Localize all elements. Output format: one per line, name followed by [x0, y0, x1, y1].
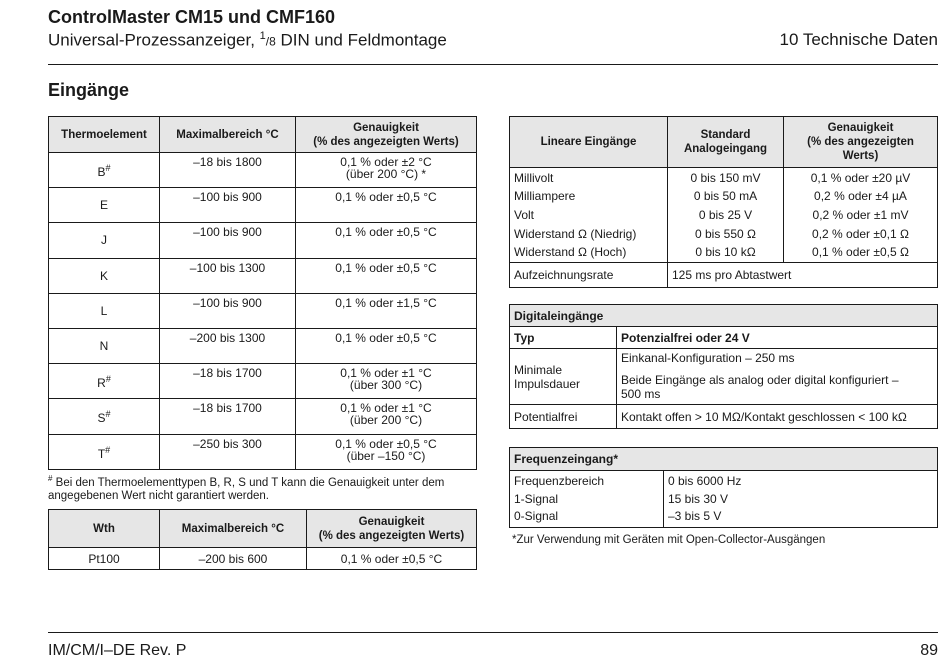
footer-rule	[48, 632, 938, 633]
standard-range: 0 bis 550 Ω	[668, 225, 784, 244]
rtd-range: –200 bis 600	[160, 548, 307, 570]
document-id: IM/CM/I–DE Rev. P	[48, 642, 187, 659]
column-header: Maximalbereich °C	[160, 117, 296, 153]
digital-inputs-table	[509, 304, 938, 429]
thermocouple-type: K	[49, 258, 160, 293]
thermocouple-accuracy: 0,1 % oder ±0,5 °C	[296, 328, 477, 363]
table-row	[49, 399, 477, 434]
min-pulse-value: Einkanal-Konfiguration – 250 ms Beide Eingänge als analog oder digital konfiguriert – 500 ms	[617, 349, 938, 405]
input-accuracy: 0,2 % oder ±1 mV	[784, 206, 938, 225]
thermocouple-type: B#	[49, 153, 160, 188]
table-header-row	[49, 510, 477, 548]
thermocouple-range: –18 bis 1700	[160, 364, 296, 399]
linear-inputs-table	[509, 116, 938, 288]
column-header: Thermoelement	[49, 117, 160, 153]
thermocouple-type: N	[49, 328, 160, 363]
thermocouple-accuracy: 0,1 % oder ±2 °C (über 200 °C) *	[296, 153, 477, 188]
table-row	[510, 225, 938, 244]
frequency-input-table	[509, 447, 938, 528]
thermocouple-range: –200 bis 1300	[160, 328, 296, 363]
thermocouple-accuracy: 0,1 % oder ±1,5 °C	[296, 293, 477, 328]
table-row	[510, 244, 938, 263]
rtd-table	[48, 509, 477, 570]
thermocouple-range: –18 bis 1800	[160, 153, 296, 188]
thermocouple-footnote: # Bei den Thermoelementtypen B, R, S und T kann die Genauigkeit unter dem angegebenen Wert nicht garantiert werden.	[48, 474, 445, 502]
input-type: Milliampere	[510, 187, 668, 206]
frequency-label: Frequenzbereich	[510, 471, 664, 490]
table-header-row	[49, 117, 477, 153]
thermocouple-range: –100 bis 900	[160, 188, 296, 223]
input-type: Volt	[510, 206, 668, 225]
table-row	[510, 349, 938, 405]
thermocouple-type: E	[49, 188, 160, 223]
thermocouple-range: –250 bis 300	[160, 434, 296, 469]
table-row	[49, 223, 477, 258]
document-title: ControlMaster CM15 und CMF160	[48, 7, 336, 27]
standard-range: 0 bis 25 V	[668, 206, 784, 225]
column-header: Genauigkeit (% des angezeigten Werts)	[307, 510, 477, 548]
input-accuracy: 0,1 % oder ±0,5 Ω	[784, 244, 938, 263]
min-pulse-label: Minimale Impulsdauer	[510, 349, 617, 405]
header-rule	[48, 64, 938, 65]
thermocouple-range: –100 bis 900	[160, 293, 296, 328]
thermocouple-accuracy: 0,1 % oder ±1 °C (über 300 °C)	[296, 364, 477, 399]
table-row	[49, 188, 477, 223]
thermocouple-range: –100 bis 1300	[160, 258, 296, 293]
table-row	[49, 434, 477, 469]
potential-free-label: Potentialfrei	[510, 405, 617, 429]
document-subtitle: Universal-Prozessanzeiger, $^1$/8 DIN und Feldmontage	[48, 30, 447, 50]
thermocouple-range: –100 bis 900	[160, 223, 296, 258]
thermocouple-type: T#	[49, 434, 160, 469]
table-caption-row	[510, 448, 938, 471]
standard-range: 0 bis 50 mA	[668, 187, 784, 206]
table-header-row	[510, 117, 938, 168]
table-caption: Digitaleingänge	[510, 305, 938, 327]
frequency-value: 15 bis 30 V	[664, 490, 938, 509]
rate-value: 125 ms pro Abtastwert	[668, 263, 938, 288]
thermocouple-type: R#	[49, 364, 160, 399]
column-header: Maximalbereich °C	[160, 510, 307, 548]
column-header: Genauigkeit (% des angezeigten Werts)	[784, 117, 938, 168]
frequency-value: 0 bis 6000 Hz	[664, 471, 938, 490]
input-accuracy: 0,2 % oder ±4 µA	[784, 187, 938, 206]
potential-free-value: Kontakt offen > 10 MΩ/Kontakt geschlossen < 100 kΩ	[617, 405, 938, 429]
table-row	[49, 364, 477, 399]
rtd-type: Pt100	[49, 548, 160, 570]
thermocouple-accuracy: 0,1 % oder ±0,5 °C	[296, 223, 477, 258]
input-type: Widerstand Ω (Hoch)	[510, 244, 668, 263]
table-row	[510, 187, 938, 206]
thermocouple-accuracy: 0,1 % oder ±1 °C (über 200 °C)	[296, 399, 477, 434]
thermocouple-type: S#	[49, 399, 160, 434]
thermocouple-accuracy: 0,1 % oder ±0,5 °C (über –150 °C)	[296, 434, 477, 469]
thermocouple-type: L	[49, 293, 160, 328]
frequency-value: –3 bis 5 V	[664, 509, 938, 528]
table-row	[510, 263, 938, 288]
rate-label: Aufzeichnungsrate	[510, 263, 668, 288]
input-type: Millivolt	[510, 168, 668, 187]
table-row	[49, 153, 477, 188]
page-number: 89	[920, 642, 938, 659]
thermocouple-range: –18 bis 1700	[160, 399, 296, 434]
input-accuracy: 0,1 % oder ±20 µV	[784, 168, 938, 187]
frequency-footnote: *Zur Verwendung mit Geräten mit Open-Collector-Ausgängen	[512, 534, 826, 546]
standard-range: 0 bis 150 mV	[668, 168, 784, 187]
frequency-label: 1-Signal	[510, 490, 664, 509]
column-header: Lineare Eingänge	[510, 117, 668, 168]
table-row	[510, 206, 938, 225]
thermocouple-type: J	[49, 223, 160, 258]
column-header: Typ	[510, 327, 617, 349]
thermocouple-accuracy: 0,1 % oder ±0,5 °C	[296, 258, 477, 293]
thermocouple-accuracy: 0,1 % oder ±0,5 °C	[296, 188, 477, 223]
table-row	[510, 509, 938, 528]
column-header: Potenzialfrei oder 24 V	[617, 327, 938, 349]
section-title: Eingänge	[48, 80, 130, 100]
table-caption: Frequenzeingang*	[510, 448, 938, 471]
table-row	[510, 490, 938, 509]
table-row	[49, 328, 477, 363]
table-row	[510, 168, 938, 187]
table-row	[49, 293, 477, 328]
table-header-row	[510, 327, 938, 349]
table-caption-row	[510, 305, 938, 327]
table-row	[49, 548, 477, 570]
column-header: Standard Analogeingang	[668, 117, 784, 168]
frequency-label: 0-Signal	[510, 509, 664, 528]
chapter-title: 10 Technische Daten	[779, 30, 938, 49]
standard-range: 0 bis 10 kΩ	[668, 244, 784, 263]
thermocouple-table	[48, 116, 477, 470]
rtd-accuracy: 0,1 % oder ±0,5 °C	[307, 548, 477, 570]
input-type: Widerstand Ω (Niedrig)	[510, 225, 668, 244]
column-header: Wth	[49, 510, 160, 548]
table-row	[510, 405, 938, 429]
table-row	[510, 471, 938, 490]
table-row	[49, 258, 477, 293]
input-accuracy: 0,2 % oder ±0,1 Ω	[784, 225, 938, 244]
column-header: Genauigkeit (% des angezeigten Werts)	[296, 117, 477, 153]
